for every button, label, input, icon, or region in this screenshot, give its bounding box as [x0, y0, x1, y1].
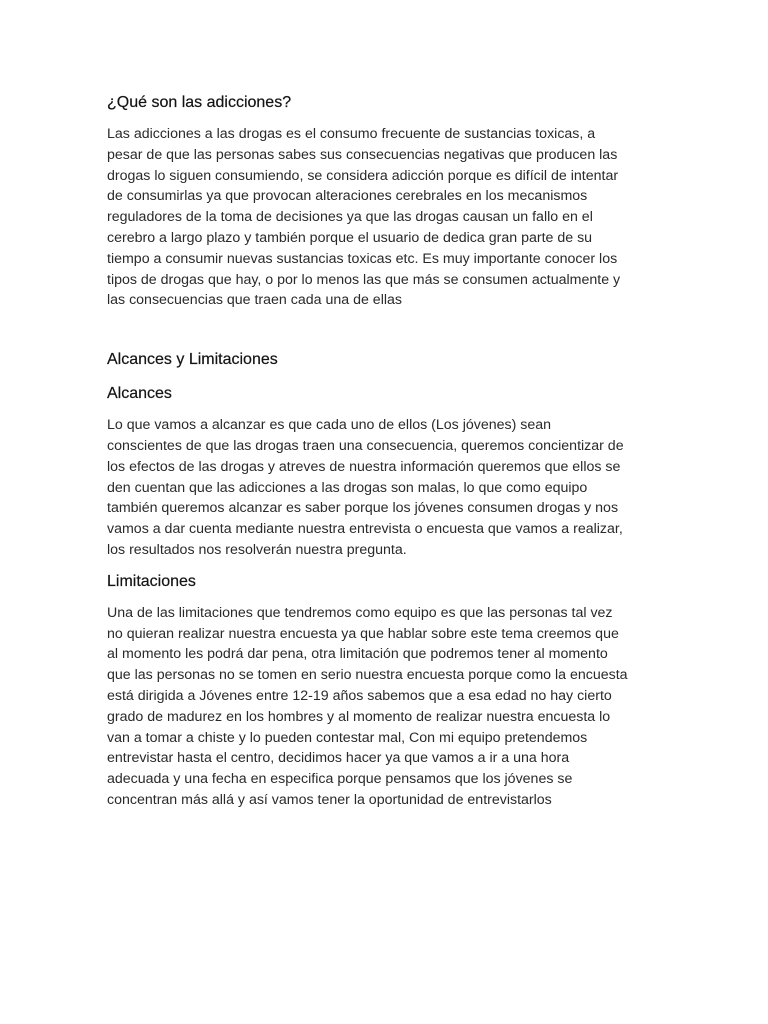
text-line: reguladores de la toma de decisiones ya que las drogas causan un fallo en el: [107, 209, 593, 226]
text-line: también queremos alcanzar es saber porque los jóvenes consumen drogas y nos: [107, 500, 619, 517]
paragraph-que-son-adicciones: [107, 124, 659, 311]
section-heading-limitaciones: Limitaciones: [107, 572, 196, 590]
text-line: conscientes de que las drogas traen una consecuencia, queremos concientizar de: [107, 437, 624, 454]
text-line: al momento les podrá dar pena, otra limitación que podremos tener al momento: [107, 646, 608, 663]
text-line: vamos a dar cuenta mediante nuestra entrevista o encuesta que vamos a realizar,: [107, 521, 623, 538]
text-line: concentran más allá y así vamos tener la oportunidad de entrevistarlos: [107, 791, 552, 808]
section-heading-que-son-adicciones: ¿Qué son las adicciones?: [107, 94, 292, 111]
text-line: está dirigida a Jóvenes entre 12-19 años sabemos que a esa edad no hay cierto: [107, 687, 612, 704]
text-line: cerebro a largo plazo y también porque el usuario de dedica gran parte de su: [107, 229, 593, 246]
text-line: adecuada y una fecha en especifica porque pensamos que los jóvenes se: [107, 771, 573, 788]
text-line: pesar de que las personas sabes sus consecuencias negativas que producen las: [107, 146, 618, 163]
text-line: que las personas no se tomen en serio nuestra encuesta porque como la encuesta: [107, 667, 628, 684]
section-heading-alcances-y-limitaciones: Alcances y Limitaciones: [107, 351, 278, 369]
text-line: los resultados nos resolverán nuestra pregunta.: [107, 541, 407, 558]
text-line: entrevistar hasta el centro, decidimos hacer ya que vamos a ir a una hora: [107, 750, 570, 767]
text-line: Lo que vamos a alcanzar es que cada uno de ellos (Los jóvenes) sean: [107, 417, 552, 434]
text-line: van a tomar a chiste y lo pueden contestar mal, Con mi equipo pretendemos: [107, 729, 588, 746]
paragraph-limitaciones: [107, 603, 659, 811]
text-line: los efectos de las drogas y atreves de nuestra información queremos que ellos se: [107, 458, 621, 475]
text-line: Las adicciones a las drogas es el consumo frecuente de sustancias toxicas, a: [107, 126, 596, 142]
section-heading-alcances: Alcances: [107, 385, 172, 403]
text-line: tipos de drogas que hay, o por lo menos las que más se consumen actualmente y: [107, 271, 621, 288]
text-line: Una de las limitaciones que tendremos como equipo es que las personas tal vez: [107, 604, 613, 621]
text-line: de consumirlas ya que provocan alteraciones cerebrales en los mecanismos: [107, 188, 588, 205]
text-line: den cuentan que las adicciones a las drogas son malas, lo que como equipo: [107, 479, 588, 496]
text-line: las consecuencias que traen cada una de ellas: [107, 292, 402, 309]
document-page: [107, 92, 659, 811]
paragraph-alcances: [107, 415, 659, 561]
text-line: no quieran realizar nuestra encuesta ya que hablar sobre este tema creemos que: [107, 625, 619, 642]
text-line: drogas lo siguen consumiendo, se considera adicción porque es difícil de intentar: [107, 167, 619, 184]
text-line: grado de madurez en los hombres y al momento de realizar nuestra encuesta lo: [107, 708, 611, 725]
text-line: tiempo a consumir nuevas sustancias toxicas etc. Es muy importante conocer los: [107, 250, 618, 267]
